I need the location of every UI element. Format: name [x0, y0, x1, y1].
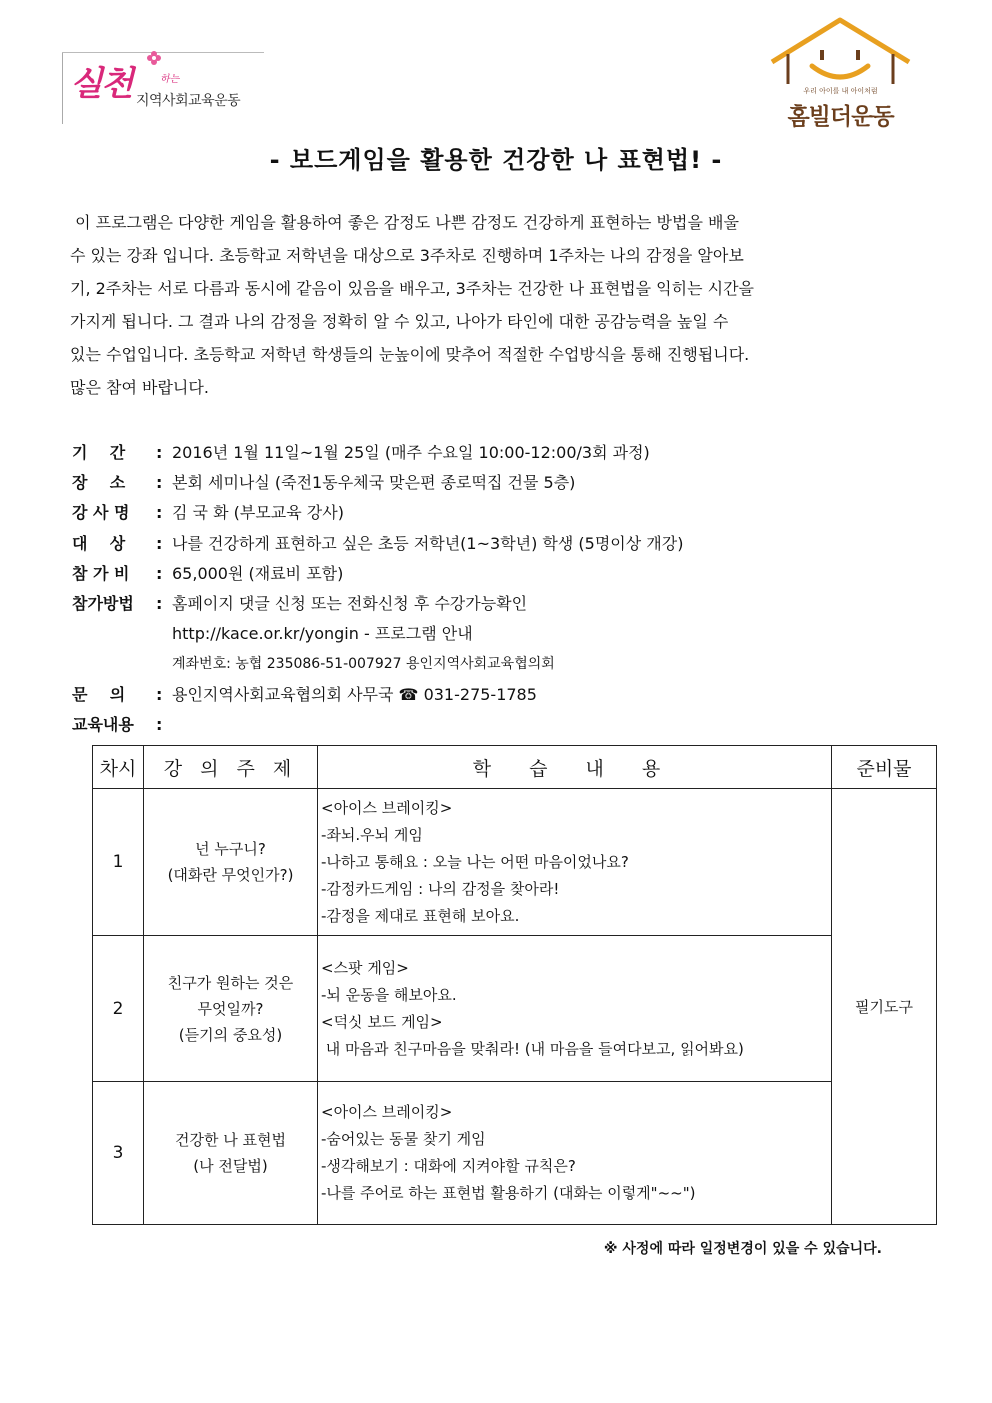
info-content — [72, 712, 172, 735]
topic-line: 무엇일까? — [197, 999, 264, 1018]
info-label: 대 상 — [72, 534, 126, 553]
footnote: ※ 사정에 따라 일정변경이 있을 수 있습니다. — [603, 1241, 882, 1257]
intro-line: 수 있는 강좌 입니다. 초등학교 저학년을 대상으로 3주차로 진행하며 1주차는 나의 감정을 알아보 — [70, 246, 744, 265]
info-method — [72, 591, 527, 614]
schedule-table — [92, 745, 937, 1225]
table-header-row — [93, 746, 937, 789]
content-line: -뇌 운동을 해보아요. — [321, 985, 457, 1004]
info-contact — [72, 682, 537, 705]
session-number: 1 — [93, 789, 144, 936]
session-topic — [144, 936, 318, 1082]
info-colon: : — [156, 594, 163, 613]
session-topic — [144, 1082, 318, 1225]
info-value: 홈페이지 댓글 신청 또는 전화신청 후 수강가능확인 — [172, 594, 528, 613]
session-content — [318, 789, 832, 936]
session-topic — [144, 789, 318, 936]
flower-icon — [146, 50, 162, 66]
info-value: 본회 세미나실 (죽전1동우체국 맞은편 종로떡집 건물 5층) — [172, 473, 576, 492]
topic-line: (듣기의 중요성) — [178, 1025, 283, 1044]
info-colon: : — [156, 685, 163, 704]
info-label: 교육내용 — [72, 715, 134, 734]
info-label: 기 간 — [72, 443, 126, 462]
info-label: 장 소 — [72, 473, 126, 492]
logo-tagline: 우리 아이를 내 아이처럼 — [803, 87, 878, 95]
info-value: 용인지역사회교육협의회 사무국 ☎ 031-275-1785 — [172, 685, 537, 704]
session-number: 3 — [93, 1082, 144, 1225]
info-value: 65,000원 (재료비 포함) — [172, 564, 344, 583]
intro-line: 가지게 됩니다. 그 결과 나의 감정을 정확히 알 수 있고, 나아가 타인에 대한 공감능력을 높일 수 — [70, 312, 729, 331]
info-value: 김 국 화 (부모교육 강사) — [172, 503, 344, 522]
intro-line: 많은 참여 바랍니다. — [70, 378, 209, 397]
session-content — [318, 936, 832, 1082]
header-topic: 강 의 주 제 — [144, 746, 318, 789]
table-row — [93, 789, 937, 936]
logo-small-text: 하는 — [160, 74, 180, 85]
info-label: 문 의 — [72, 685, 126, 704]
logo-divider — [62, 52, 63, 124]
topic-line: (나 전달법) — [193, 1157, 268, 1175]
session-number: 2 — [93, 936, 144, 1082]
content-line: -나를 주어로 하는 표현법 활용하기 (대화는 이렇게"~~") — [321, 1184, 696, 1202]
logo-script-text: 실천 — [70, 64, 132, 104]
intro-line: 있는 수업입니다. 초등학교 저학년 학생들의 눈높이에 맞추어 적절한 수업방식을 통해 진행됩니다. — [70, 345, 750, 364]
content-line: -숨어있는 동물 찾기 게임 — [321, 1130, 486, 1148]
intro-line: 이 프로그램은 다양한 게임을 활용하여 좋은 감정도 나쁜 감정도 건강하게 표현하는 방법을 배울 — [70, 213, 739, 232]
content-line: -감정카드게임 : 나의 감정을 찾아라! — [321, 879, 560, 898]
intro-line: 기, 2주차는 서로 다름과 동시에 같음이 있음을 배우고, 3주차는 건강한 나 표현법을 익히는 시간을 — [70, 279, 754, 298]
logo-org-name: 지역사회교육운동 — [136, 93, 241, 109]
table-row — [93, 936, 937, 1082]
info-colon: : — [156, 443, 163, 462]
content-line: <아이스 브레이킹> — [321, 798, 453, 817]
logo-right — [768, 16, 913, 128]
topic-line: 친구가 원하는 것은 — [167, 973, 294, 992]
info-colon: : — [156, 473, 163, 492]
topic-line: 넌 누구니? — [195, 840, 266, 858]
account-info: 계좌번호: 농협 235086-51-007927 용인지역사회교육협의회 — [172, 656, 555, 672]
content-line: -좌뇌.우뇌 게임 — [321, 825, 423, 844]
info-value: 2016년 1월 11일~1월 25일 (매주 수요일 10:00-12:00/3회 과정) — [172, 443, 650, 462]
header-no: 차시 — [93, 746, 144, 789]
content-line: -생각해보기 : 대화에 지켜야할 규칙은? — [321, 1157, 576, 1175]
intro-paragraph — [70, 206, 930, 404]
info-fee — [72, 561, 343, 584]
logo-divider — [62, 52, 264, 53]
info-place — [72, 470, 575, 493]
logo-name: 홈빌더운동 — [787, 104, 894, 130]
logo-left — [62, 52, 264, 124]
topic-line: 건강한 나 표현법 — [175, 1131, 286, 1149]
topic-line: (대화란 무엇인가?) — [167, 866, 294, 884]
page-title: - 보드게임을 활용한 건강한 나 표현법! - — [269, 146, 723, 174]
info-label: 참 가 비 — [72, 564, 130, 583]
info-period — [72, 440, 650, 463]
materials-cell: 필기도구 — [832, 789, 937, 1225]
table-row — [93, 1082, 937, 1225]
header-content: 학 습 내 용 — [318, 746, 832, 789]
session-content — [318, 1082, 832, 1225]
header-materials: 준비물 — [832, 746, 937, 789]
info-colon: : — [156, 564, 163, 583]
content-line: -감정을 제대로 표현해 보아요. — [321, 906, 520, 925]
content-line: <아이스 브레이킹> — [321, 1103, 453, 1121]
content-line: 내 마음과 친구마음을 맞춰라! (내 마음을 들여다보고, 읽어봐요) — [321, 1039, 744, 1058]
info-target — [72, 531, 683, 554]
content-line: <스팟 게임> — [321, 958, 409, 977]
info-colon: : — [156, 715, 163, 734]
info-colon: : — [156, 534, 163, 553]
info-colon: : — [156, 503, 163, 522]
info-label: 참가방법 — [72, 594, 134, 613]
info-label: 강 사 명 — [72, 503, 130, 522]
homepage-link[interactable]: http://kace.or.kr/yongin - 프로그램 안내 — [172, 624, 473, 643]
info-lecturer — [72, 500, 344, 523]
content-line: <덕싯 보드 게임> — [321, 1012, 443, 1031]
house-smile-icon — [768, 16, 913, 86]
info-value: 나를 건강하게 표현하고 싶은 초등 저학년(1~3학년) 학생 (5명이상 개강) — [172, 534, 684, 553]
content-line: -나하고 통해요 : 오늘 나는 어떤 마음이었나요? — [321, 852, 629, 871]
